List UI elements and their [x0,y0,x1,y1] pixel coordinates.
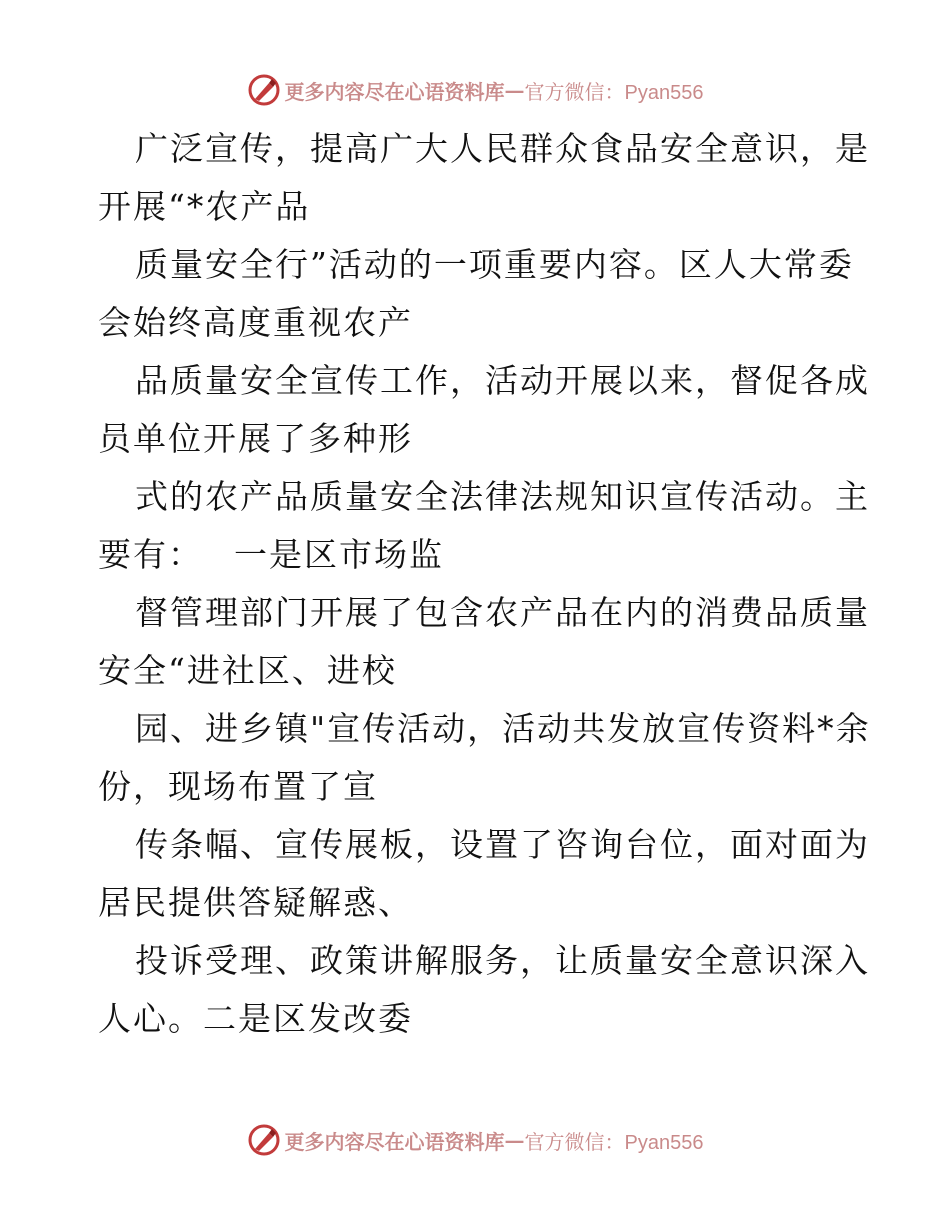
header-banner [0,70,950,110]
banner-text: 更多内容尽在心语资料库 [284,1129,505,1154]
banner-separator: — [504,1128,525,1152]
pen-logo-icon [247,73,281,107]
pen-logo-icon [247,1123,281,1157]
text-line: 质量安全行”活动的一项重要内容。区人大常委 [135,245,854,284]
text-line: 会始终高度重视农产 [98,303,413,342]
document-body [98,120,871,1048]
banner-wechat: 官方微信：Pyan556 [524,1131,704,1154]
text-line: 式的农产品质量安全法律法规知识宣传活动。主 [135,477,870,516]
text-line: 品质量安全宣传工作，活动开展以来，督促各成 [135,361,870,400]
text-line: 开展“*农产品 [98,187,311,226]
text-line: 员单位开展了多种形 [98,419,413,458]
banner-text: 更多内容尽在心语资料库 [284,79,505,104]
text-line: 投诉受理、政策讲解服务，让质量安全意识深入 [135,941,870,980]
text-line: 安全“进社区、进校 [98,651,397,690]
text-line: 居民提供答疑解惑、 [98,883,413,922]
banner-wechat: 官方微信：Pyan556 [524,81,704,104]
text-line: 园、进乡镇"宣传活动，活动共发放宣传资料*余 [135,709,871,748]
text-line: 督管理部门开展了包含农产品在内的消费品质量 [135,593,870,632]
text-line: 人心。二是区发改委 [98,999,413,1038]
text-line: 要有： 一是区市场监 [98,535,444,574]
banner-separator: — [504,78,525,102]
text-line: 份，现场布置了宣 [98,767,378,806]
text-line: 传条幅、宣传展板，设置了咨询台位，面对面为 [135,825,870,864]
text-line: 广泛宣传，提高广大人民群众食品安全意识，是 [135,129,870,168]
footer-banner [0,1120,950,1160]
